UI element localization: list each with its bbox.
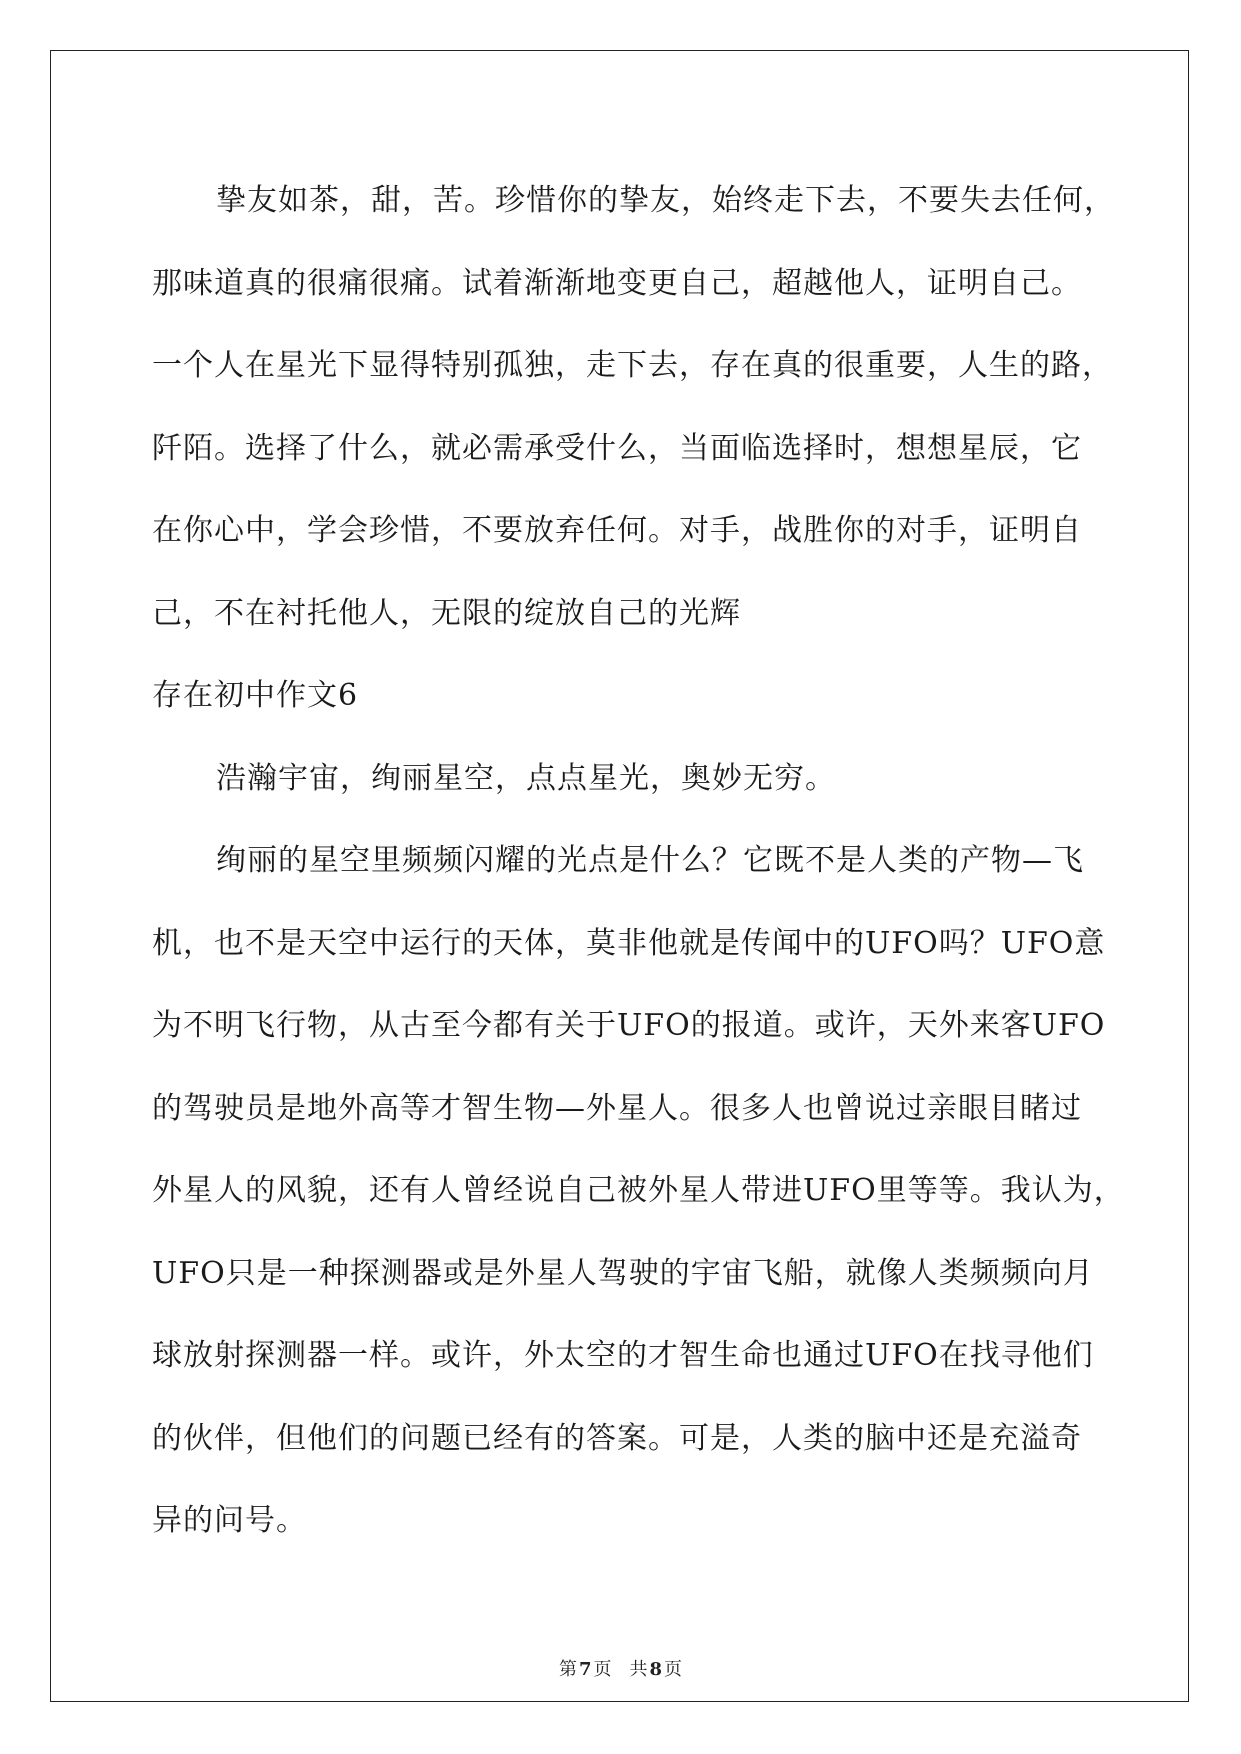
document-body <box>152 160 1125 1563</box>
paragraph-line: 机，也不是天空中运行的天体，莫非他就是传闻中的UFO吗？UFO意 <box>152 925 1106 961</box>
paragraph-line: 己，不在衬托他人，无限的绽放自己的光辉 <box>152 595 741 631</box>
paragraph-line: 球放射探测器一样。或许，外太空的才智生命也通过UFO在找寻他们 <box>152 1338 1094 1373</box>
paragraph-line: 绚丽的星空里频频闪耀的光点是什么？它既不是人类的产物—飞 <box>216 843 1084 878</box>
paragraph-line: 一个人在星光下显得特别孤独，走下去，存在真的很重要，人生的路， <box>152 348 1113 383</box>
footer-prefix: 第 <box>558 1659 577 1680</box>
paragraph-line: 在你心中，学会珍惜，不要放弃任何。对手，战胜你的对手，证明自 <box>152 513 1082 548</box>
paragraph-line: 浩瀚宇宙，绚丽星空，点点星光，奥妙无穷。 <box>216 760 836 796</box>
paragraph-line: 挚友如茶，甜，苦。珍惜你的挚友，始终走下去，不要失去任何， <box>216 183 1115 218</box>
section-heading: 存在初中作文6 <box>152 678 359 713</box>
total-pages-number: 8 <box>649 1659 663 1680</box>
paragraph-line: 外星人的风貌，还有人曾经说自己被外星人带进UFO里等等。我认为， <box>152 1173 1125 1208</box>
footer-mid: 页 共 <box>593 1659 648 1680</box>
footer-suffix: 页 <box>664 1659 683 1680</box>
paragraph-line: 的驾驶员是地外高等才智生物—外星人。很多人也曾说过亲眼目睹过 <box>152 1090 1082 1126</box>
page-footer <box>0 1655 1241 1681</box>
paragraph-line: 异的问号。 <box>152 1503 307 1538</box>
paragraph-line: 那味道真的很痛很痛。试着渐渐地变更自己，超越他人，证明自己。 <box>152 265 1082 301</box>
paragraph-line: UFO只是一种探测器或是外星人驾驶的宇宙飞船，就像人类频频向月 <box>152 1255 1094 1291</box>
paragraph-line: 的伙伴，但他们的问题已经有的答案。可是，人类的脑中还是充溢奇 <box>152 1420 1082 1456</box>
current-page-number: 7 <box>578 1659 592 1680</box>
paragraph-line: 为不明飞行物，从古至今都有关于UFO的报道。或许，天外来客UFO <box>152 1008 1106 1043</box>
paragraph-line: 阡陌。选择了什么，就必需承受什么，当面临选择时，想想星辰，它 <box>152 430 1082 466</box>
